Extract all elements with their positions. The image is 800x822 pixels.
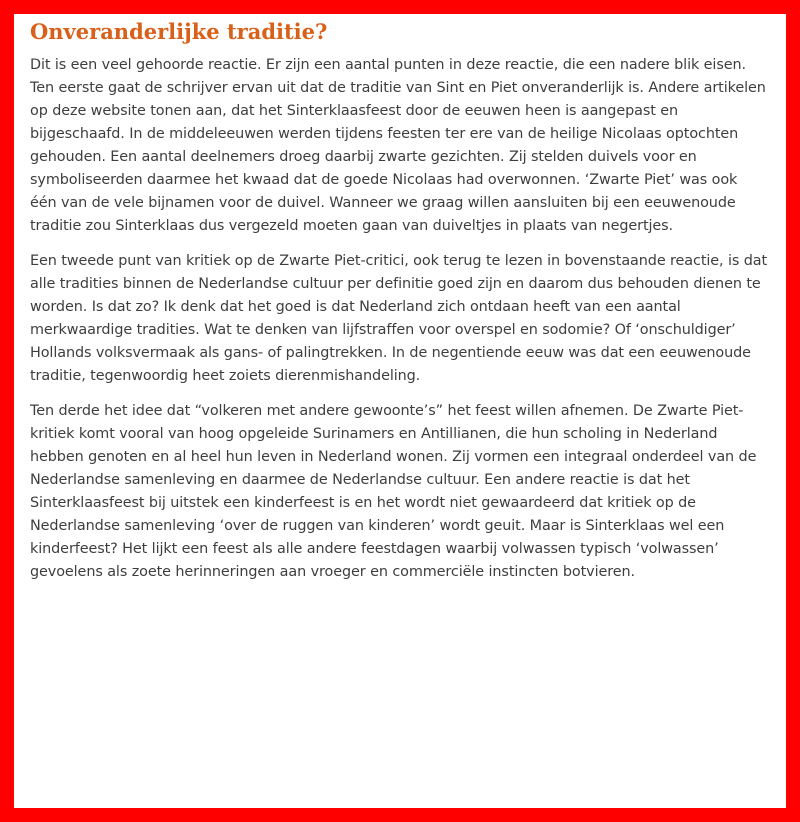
paragraph-2: Een tweede punt van kritiek op de Zwarte Piet-critici, ook terug te lezen in bovenstaande reactie, is dat alle tradities binnen de Nederlandse cultuur per definitie goed zijn en daarom dus behouden dienen te worden. Is dat zo? Ik denk dat het goed is dat Nederland zich ontdaan heeft van een aantal merkwaardige tradities. Wat te denken van lijfstraffen voor overspel en sodomie? Of ‘onschuldiger’ Hollands volksvermaak als gans- of palingtrekken. In de negentiende eeuw was dat een eeuwenoude traditie, tegenwoordig heet zoiets dierenmishandeling. — [30, 253, 768, 384]
article-title: Onveranderlijke traditie? — [30, 19, 328, 44]
paragraph-3: Ten derde het idee dat “volkeren met andere gewoonte’s” het feest willen afnemen. De Zwarte Piet-kritiek komt vooral van hoog opgeleide Surinamers en Antillianen, die hun scholing in Nederland hebben genoten en al heel hun leven in Nederland wonen. Zij vormen een integraal onderdeel van de Nederlandse samenleving en daarmee de Nederlandse cultuur. Een andere reactie is dat het Sinterklaasfeest bij uitstek een kinderfeest is en het wordt niet gewaardeerd dat kritiek op de Nederlandse samenleving ‘over de ruggen van kinderen’ wordt geuit. Maar is Sinterklaas wel een kinderfeest? Het lijkt een feest als alle andere feestdagen waarbij volwassen typisch ‘volwassen’ gevoelens als zoete herinneringen aan vroeger en commerciële instincten botvieren. — [30, 403, 757, 580]
article-container — [14, 14, 786, 808]
paragraph-1: Dit is een veel gehoorde reactie. Er zijn een aantal punten in deze reactie, die een nadere blik eisen. Ten eerste gaat de schrijver ervan uit dat de traditie van Sint en Piet onveranderlijk is. Andere artikelen op deze website tonen aan, dat het Sinterklaasfeest door de eeuwen heen is aangepast en bijgeschaafd. In de middeleeuwen werden tijdens feesten ter ere van de heilige Nicolaas optochten gehouden. Een aantal deelnemers droeg daarbij zwarte gezichten. Zij stelden duivels voor en symboliseerden daarmee het kwaad dat de goede Nicolaas had overwonnen. ‘Zwarte Piet’ was ook één van de vele bijnamen voor de duivel. Wanneer we graag willen aansluiten bij een eeuwenoude traditie zou Sinterklaas dus vergezeld moeten gaan van duiveltjes in plaats van negertjes. — [30, 57, 766, 234]
